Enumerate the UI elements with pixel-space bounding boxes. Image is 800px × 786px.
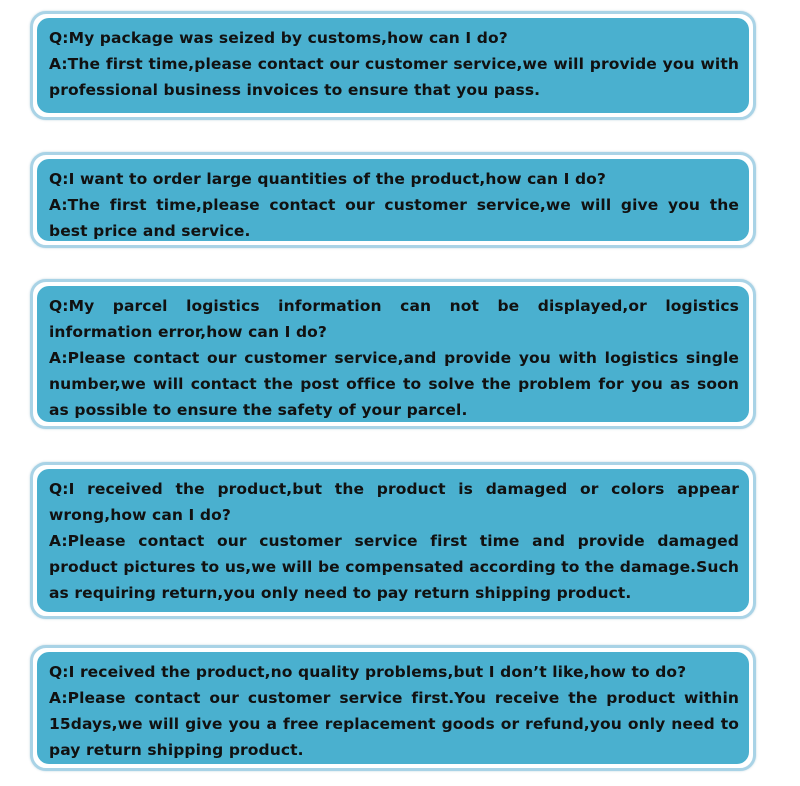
faq-item-body (37, 286, 749, 422)
faq-answer: A:Please contact our customer service first.You receive the product within 15days,we will give you a free replacement goods or refund,you only need to pay return shipping product. (49, 689, 739, 759)
faq-item (30, 462, 756, 619)
faq-answer: A:The first time,please contact our customer service,we will give you the best price and service. (49, 196, 739, 240)
faq-item (30, 279, 756, 429)
faq-question: Q:I want to order large quantities of the product,how can I do? (49, 170, 606, 188)
faq-answer: A:The first time,please contact our customer service,we will provide you with professional business invoices to ensure that you pass. (49, 55, 739, 99)
faq-answer: A:Please contact our customer service,and provide you with logistics single number,we will contact the post office to solve the problem for you as soon as possible to ensure the safety of your parcel. (49, 349, 739, 419)
faq-question: Q:I received the product,no quality problems,but I don’t like,how to do? (49, 663, 687, 681)
faq-answer: A:Please contact our customer service first time and provide damaged product pictures to us,we will be compensated according to the damage.Such as requiring return,you only need to pay return shipping product. (49, 532, 739, 602)
faq-item (30, 645, 756, 771)
faq-question: Q:My parcel logistics information can not be displayed,or logistics information error,how can I do? (49, 297, 739, 341)
faq-item (30, 11, 756, 120)
faq-item-body (37, 469, 749, 612)
faq-item-body (37, 18, 749, 113)
faq-item (30, 152, 756, 248)
faq-question: Q:I received the product,but the product is damaged or colors appear wrong,how can I do? (49, 480, 739, 524)
faq-item-body (37, 159, 749, 241)
faq-question: Q:My package was seized by customs,how can I do? (49, 29, 508, 47)
faq-item-body (37, 652, 749, 764)
